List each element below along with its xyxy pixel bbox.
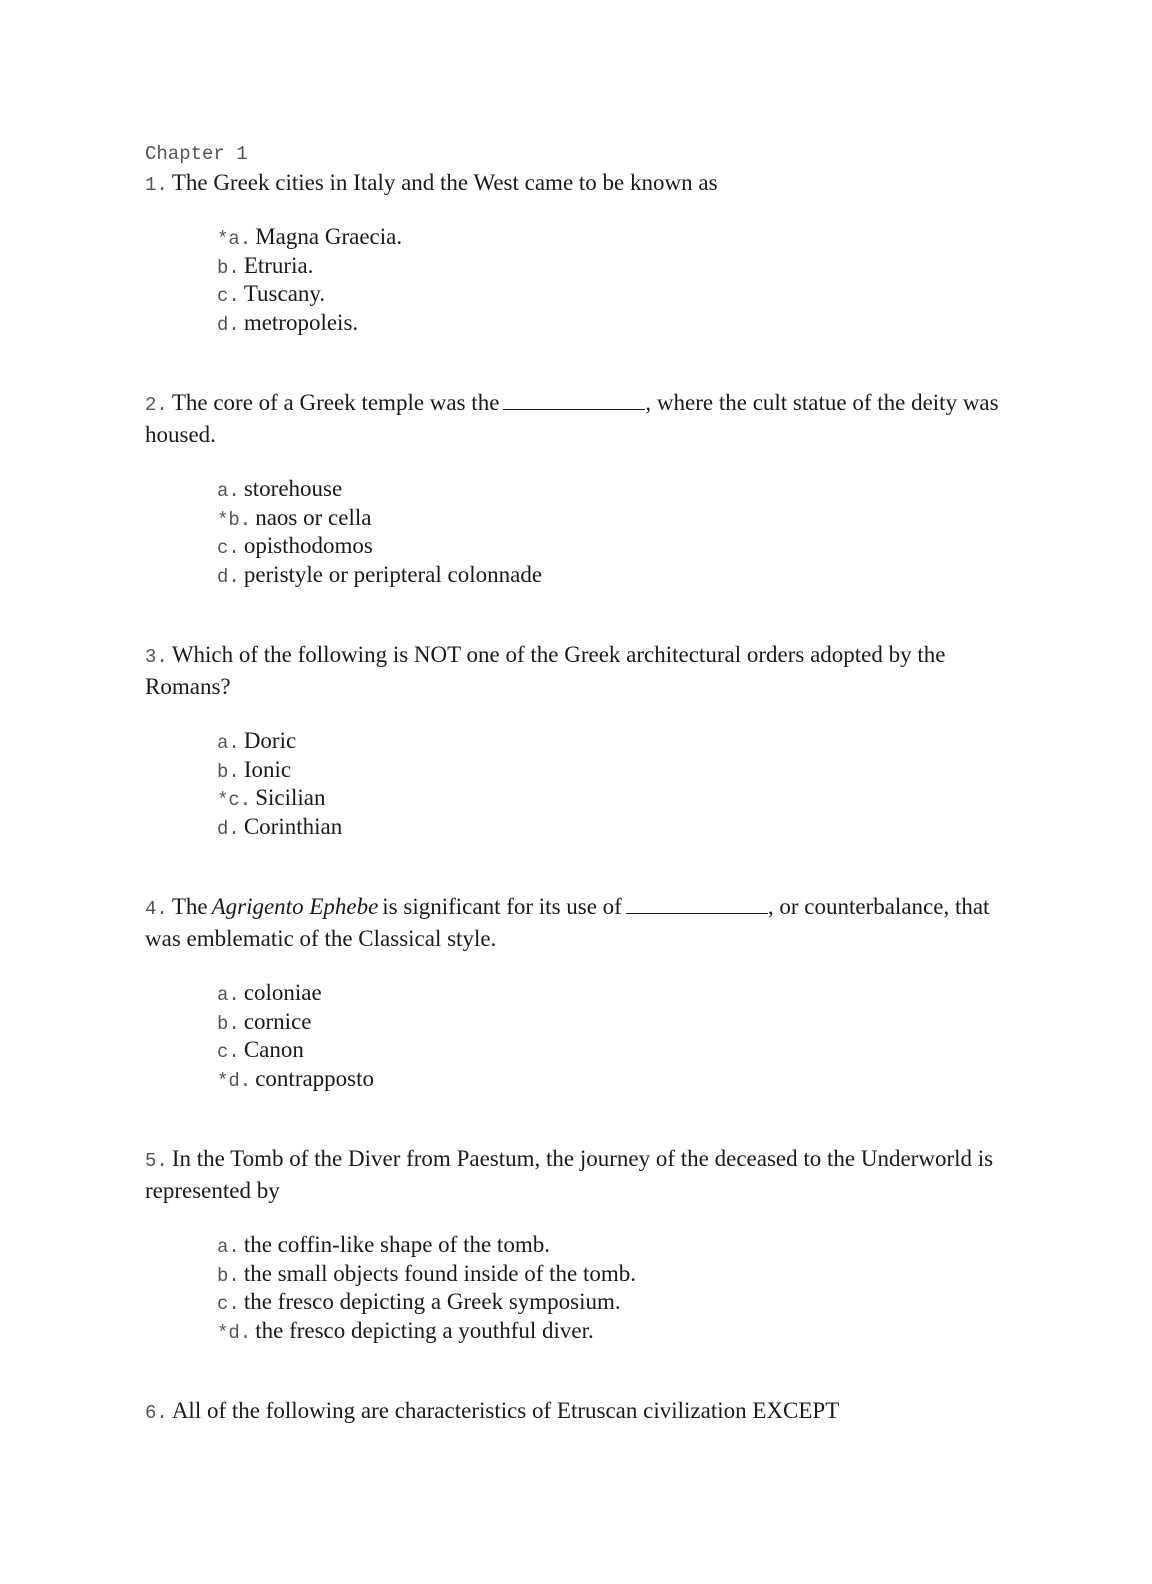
option-marker: *c. [217,789,252,811]
option-marker: *d. [217,1321,252,1344]
option-text: the small objects found inside of the tomb. [243,1260,637,1286]
question-1 [145,168,1005,337]
question-stem [145,640,1005,704]
option-marker: b. [217,760,240,783]
option-text: the fresco depicting a Greek symposium. [243,1289,621,1314]
answer-options [217,475,1005,589]
option-text: contrapposto [255,1065,375,1091]
question-3 [145,640,1005,841]
quiz-page [145,140,1005,1428]
option-text: Etruria. [243,252,314,278]
answer-option [217,1260,1005,1289]
question-stem [145,892,1005,956]
answer-option [217,979,1005,1008]
option-text: Magna Graecia. [255,224,403,249]
answer-option [217,1008,1005,1037]
option-marker: *b. [217,508,252,531]
option-marker: c. [217,285,240,307]
question-4 [145,892,1005,1093]
answer-option [217,1317,1005,1346]
question-number: 4. [145,898,168,920]
question-stem [145,1396,1005,1428]
option-text: opisthodomos [243,533,373,558]
option-marker: a. [217,1236,240,1258]
option-text: coloniae [243,980,322,1005]
question-text: In the Tomb of the Diver from Paestum, the journey of the deceased to the Underworld is represented by [145,1146,994,1203]
question-number: 2. [145,394,168,416]
option-text: Doric [243,728,297,753]
option-marker: d. [217,565,240,588]
answer-option [217,532,1005,561]
option-marker: b. [217,256,240,279]
answer-option [217,813,1005,842]
question-text: The Greek cities in Italy and the West came to be known as [171,170,718,195]
question-6 [145,1396,1005,1428]
answer-option [217,475,1005,504]
option-marker: a. [217,732,240,754]
answer-options [217,223,1005,337]
chapter-heading: Chapter 1 [145,143,248,165]
option-marker: a. [217,480,240,502]
option-marker: c. [217,1041,240,1063]
fill-in-blank [503,391,645,410]
option-text: the fresco depicting a youthful diver. [255,1317,594,1343]
answer-option [217,223,1005,252]
option-text: Sicilian [255,785,326,810]
option-text: naos or cella [255,504,372,530]
question-text: All of the following are characteristics of Etruscan civilization EXCEPT [171,1398,840,1423]
option-marker: a. [217,984,240,1006]
option-text: peristyle or peripteral colonnade [243,561,543,587]
question-text-after: , or counterbalance, that was emblematic of the Classical style. [145,894,990,951]
answer-option [217,756,1005,785]
option-text: Tuscany. [243,281,326,306]
answer-options [217,727,1005,841]
answer-option [217,561,1005,590]
question-stem [145,168,1005,200]
option-text: Canon [243,1037,304,1062]
option-marker: c. [217,1293,240,1315]
option-marker: d. [217,313,240,336]
question-text-after: , where the cult statue of the deity was housed. [145,390,999,447]
option-text: Ionic [243,756,292,782]
option-text: Corinthian [243,813,343,839]
artwork-title: Agrigento Ephebe [211,894,379,919]
question-stem [145,1144,1005,1208]
question-stem [145,388,1005,452]
answer-option [217,280,1005,309]
answer-option [217,1231,1005,1260]
answer-option [217,309,1005,338]
question-text: Which of the following is NOT one of the Greek architectural orders adopted by the Romans? [145,642,946,699]
answer-option [217,504,1005,533]
question-2 [145,388,1005,589]
question-number: 1. [145,174,168,196]
answer-option [217,1036,1005,1065]
question-number: 6. [145,1402,168,1424]
option-marker: c. [217,537,240,559]
answer-option [217,727,1005,756]
question-text-before: The core of a Greek temple was the [171,390,500,415]
option-marker: d. [217,817,240,840]
question-text-middle: is significant for its use of [382,894,622,919]
option-marker: *a. [217,228,252,250]
question-number: 3. [145,646,168,668]
option-marker: b. [217,1012,240,1035]
question-text-before: The [171,894,208,919]
option-marker: *d. [217,1069,252,1092]
option-text: the coffin-like shape of the tomb. [243,1232,550,1257]
option-text: metropoleis. [243,309,359,335]
answer-options [217,1231,1005,1345]
answer-option [217,784,1005,813]
question-number: 5. [145,1150,168,1172]
answer-options [217,979,1005,1093]
option-text: cornice [243,1008,312,1034]
answer-option [217,1288,1005,1317]
fill-in-blank [626,895,768,914]
answer-option [217,1065,1005,1094]
option-marker: b. [217,1264,240,1287]
question-5 [145,1144,1005,1345]
answer-option [217,252,1005,281]
option-text: storehouse [243,476,343,501]
